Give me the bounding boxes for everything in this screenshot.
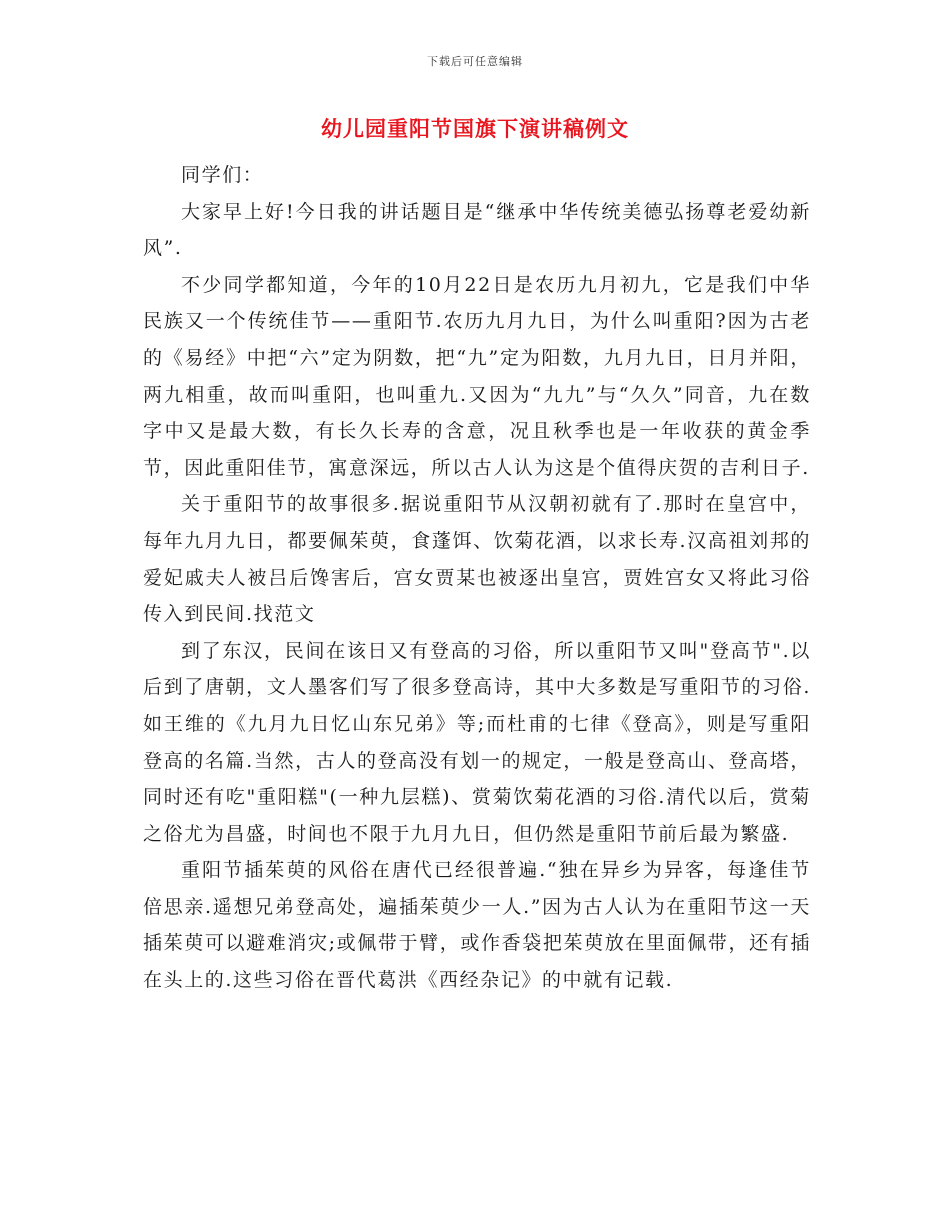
paragraph-opening: 大家早上好!今日我的讲话题目是“继承中华传统美德弘扬尊老爱幼新风”. bbox=[143, 200, 811, 260]
paragraph-climbing: 到了东汉，民间在该日又有登高的习俗，所以重阳节又叫"登高节".以后到了唐朝，文人墨客们写了很多登高诗，其中大多数是写重阳节的习俗.如王维的《九月九日忆山东兄弟》等;而杜甫的七律《登高》，则是写重阳登高的名篇.当然，古人的登高没有划一的规定，一般是登高山、登高塔，同时还有吃"重阳糕"(一种九层糕)、赏菊饮菊花酒的习俗.清代以后，赏菊之俗尤为昌盛，时间也不限于九月九日，但仍然是重阳节前后最为繁盛. bbox=[143, 639, 811, 845]
paragraph-greeting: 同学们： bbox=[181, 164, 264, 186]
paragraph-zhuyu: 重阳节插茱萸的风俗在唐代已经很普遍.“独在异乡为异客，每逢佳节倍思亲.遥想兄弟登高处，遍插茱萸少一人.”因为古人认为在重阳节这一天插茱萸可以避难消灾;或佩带于臂，或作香袋把茱萸放在里面佩带，还有插在头上的.这些习俗在晋代葛洪《西经杂记》的中就有记载. bbox=[143, 859, 811, 992]
page-header-note: 下载后可任意编辑 bbox=[427, 55, 523, 68]
paragraph-origin: 不少同学都知道，今年的10月22日是农历九月初九，它是我们中华民族又一个传统佳节——重阳节.农历九月九日，为什么叫重阳?因为古老的《易经》中把“六”定为阴数，把“九”定为阳数，九月九日，日月并阳，两九相重，故而叫重阳，也叫重九.又因为“九九”与“久久”同音，九在数字中又是最大数，有长久长寿的含意，况且秋季也是一年收获的黄金季节，因此重阳佳节，寓意深远，所以古人认为这是个值得庆贺的吉利日子. bbox=[143, 273, 811, 479]
document-title: 幼儿园重阳节国旗下演讲稿例文 bbox=[321, 116, 629, 141]
paragraph-story: 关于重阳节的故事很多.据说重阳节从汉朝初就有了.那时在皇宫中，每年九月九日，都要佩茱萸，食蓬饵、饮菊花酒，以求长寿.汉高祖刘邦的爱妃戚夫人被吕后馋害后，宫女贾某也被逐出皇宫，贾姓宫女又将此习俗传入到民间.找范文 bbox=[143, 493, 811, 626]
document-body bbox=[143, 157, 811, 999]
